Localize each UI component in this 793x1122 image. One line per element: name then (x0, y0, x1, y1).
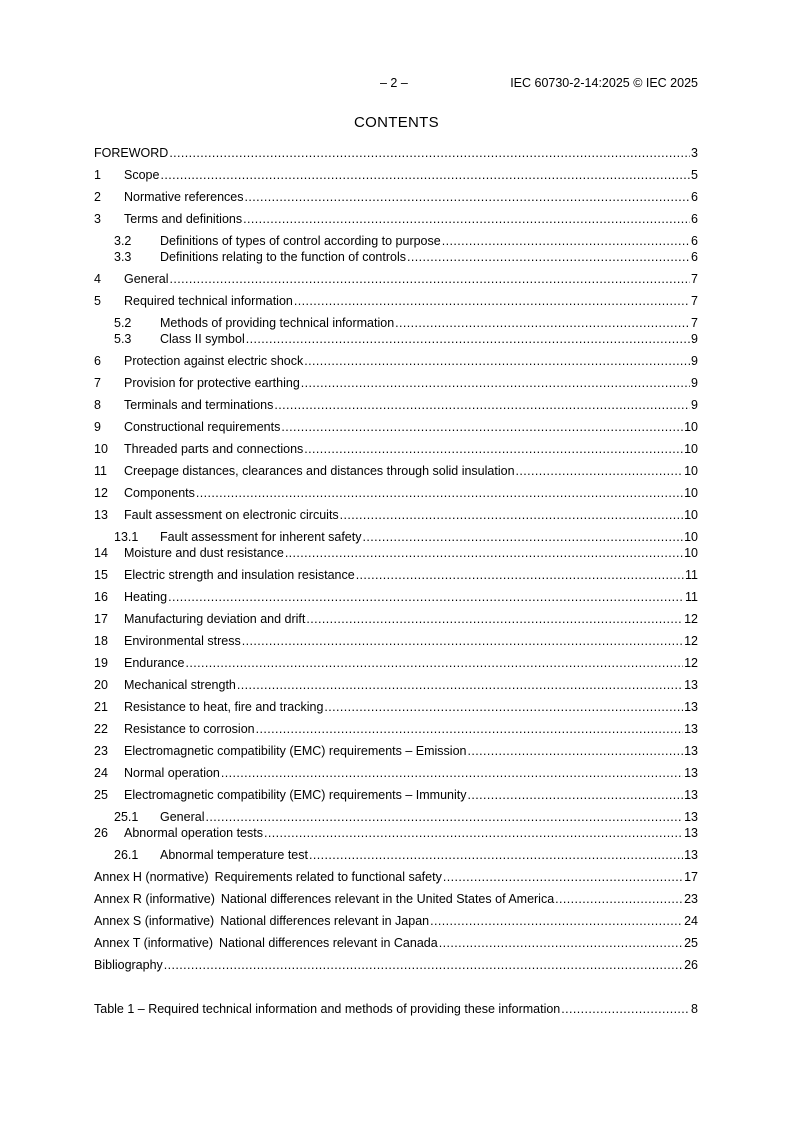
toc-entry-page: 10 (684, 508, 698, 522)
toc-entry-number: 13.1 (114, 530, 139, 544)
dot-leader (442, 233, 690, 249)
toc-entry-title: Normal operation (124, 766, 220, 780)
toc-entry[interactable] (94, 293, 698, 309)
dot-leader (304, 353, 690, 369)
toc-entry[interactable] (94, 441, 698, 457)
toc-entry-page: 26 (684, 958, 698, 972)
dot-leader (245, 189, 691, 205)
dot-leader (439, 935, 683, 951)
dot-leader (324, 699, 683, 715)
dot-leader (169, 271, 690, 287)
toc-entry-page: 13 (684, 678, 698, 692)
toc-entry-title: FOREWORD (94, 146, 169, 160)
toc-entry-page: 17 (684, 870, 698, 884)
toc-entry-title: Requirements related to functional safety (214, 870, 442, 884)
dot-leader (242, 633, 683, 649)
toc-entry[interactable] (94, 375, 698, 391)
page-title: CONTENTS (354, 114, 439, 131)
dot-leader (221, 765, 683, 781)
toc-entry-number: 3 (94, 212, 101, 226)
toc-entry-title: Threaded parts and connections (124, 442, 304, 456)
toc-entry[interactable] (94, 353, 698, 369)
dot-leader (285, 545, 683, 561)
toc-entry-number: 24 (94, 766, 108, 780)
toc-entry-title: Bibliography (94, 958, 163, 972)
toc-entry[interactable] (94, 825, 698, 841)
dot-leader (168, 589, 684, 605)
toc-entry[interactable] (94, 611, 698, 627)
toc-entry[interactable] (114, 847, 698, 863)
toc-entry[interactable] (114, 315, 698, 331)
toc-entry-title: Constructional requirements (124, 420, 281, 434)
dot-leader (196, 485, 683, 501)
toc-entry[interactable] (114, 331, 698, 347)
toc-entry[interactable] (94, 1001, 698, 1017)
annex-designation: Annex T (informative) (94, 936, 214, 950)
toc-entry-title: Required technical information (124, 294, 293, 308)
dot-leader (246, 331, 690, 347)
toc-entry-number: 15 (94, 568, 108, 582)
toc-entry-number: 10 (94, 442, 108, 456)
toc-entry-title: Electromagnetic compatibility (EMC) requirements – Emission (124, 744, 467, 758)
toc-entry-title: Electromagnetic compatibility (EMC) requirements – Immunity (124, 788, 467, 802)
toc-entry-title: Class II symbol (160, 332, 245, 346)
toc-entry-title: Endurance (124, 656, 185, 670)
toc-entry-number: 6 (94, 354, 101, 368)
dot-leader (304, 441, 683, 457)
toc-entry-number: 5.3 (114, 332, 132, 346)
dot-leader (256, 721, 683, 737)
toc-entry-number: 9 (94, 420, 101, 434)
toc-entry-title: Electric strength and insulation resistance (124, 568, 355, 582)
dot-leader (281, 419, 683, 435)
toc-entry-number: 18 (94, 634, 108, 648)
dot-leader (555, 891, 683, 907)
toc-entry-number: 3.2 (114, 234, 132, 248)
toc-entry-number: 2 (94, 190, 101, 204)
toc-entry-page: 10 (684, 442, 698, 456)
toc-entry-number: 1 (94, 168, 101, 182)
toc-entry-number: 25 (94, 788, 108, 802)
toc-entry-title: Normative references (124, 190, 244, 204)
toc-entry-title: Abnormal operation tests (124, 826, 263, 840)
toc-entry-number: 4 (94, 272, 101, 286)
toc-entry-page: 8 (691, 1002, 698, 1016)
page-header (380, 76, 698, 92)
toc-entry[interactable] (94, 765, 698, 781)
toc-entry[interactable] (94, 743, 698, 759)
toc-entry-number: 13 (94, 508, 108, 522)
toc-entry[interactable] (114, 529, 698, 545)
toc-entry[interactable] (94, 271, 698, 287)
dot-leader (274, 397, 690, 413)
toc-entry-page: 13 (684, 700, 698, 714)
toc-entry-title: Terms and definitions (124, 212, 243, 226)
annex-designation: Annex S (informative) (94, 914, 215, 928)
toc-entry-title: Fault assessment on electronic circuits (124, 508, 339, 522)
toc-entry-page: 9 (691, 398, 698, 412)
toc-entry[interactable] (94, 145, 698, 161)
toc-entry-title: Terminals and terminations (124, 398, 274, 412)
toc-entry-page: 13 (684, 722, 698, 736)
toc-entry-title: Heating (124, 590, 168, 604)
toc-entry-number: 21 (94, 700, 108, 714)
toc-entry-page: 6 (691, 212, 698, 226)
toc-entry-page: 12 (684, 612, 698, 626)
dot-leader (243, 211, 690, 227)
toc-entry-page: 10 (684, 464, 698, 478)
toc-entry-number: 17 (94, 612, 108, 626)
toc-entry-number: 7 (94, 376, 101, 390)
toc-entry[interactable] (94, 869, 698, 885)
toc-entry-page: 11 (685, 568, 698, 582)
toc-entry-page: 10 (684, 546, 698, 560)
dot-leader (164, 957, 683, 973)
toc-entry-title: National differences relevant in the United States of America (220, 892, 555, 906)
toc-entry-page: 13 (684, 766, 698, 780)
toc-entry-title: Protection against electric shock (124, 354, 304, 368)
toc-entry-title: Creepage distances, clearances and distances through solid insulation (124, 464, 515, 478)
toc-entry-page: 9 (691, 376, 698, 390)
toc-entry-title: Components (124, 486, 195, 500)
toc-entry-page: 7 (691, 272, 698, 286)
annex-designation: Annex H (normative) (94, 870, 209, 884)
document-id: IEC 60730-2-14:2025 © IEC 2025 (510, 76, 698, 90)
toc-entry[interactable] (94, 655, 698, 671)
toc-entry-number: 3.3 (114, 250, 132, 264)
toc-entry[interactable] (94, 507, 698, 523)
toc-entry-number: 5.2 (114, 316, 132, 330)
annex-designation: Annex R (informative) (94, 892, 215, 906)
toc-entry-title: Table 1 – Required technical information and methods of providing these information (94, 1002, 561, 1016)
dot-leader (185, 655, 683, 671)
toc-entry-title: Resistance to corrosion (124, 722, 255, 736)
toc-entry[interactable] (114, 249, 698, 265)
dot-leader (294, 293, 690, 309)
toc-entry[interactable] (94, 397, 698, 413)
toc-entry-title: National differences relevant in Japan (220, 914, 430, 928)
toc-entry-number: 5 (94, 294, 101, 308)
toc-entry-number: 23 (94, 744, 108, 758)
toc-entry-page: 10 (684, 420, 698, 434)
toc-entry-page: 5 (691, 168, 698, 182)
toc-entry-number: 8 (94, 398, 101, 412)
toc-entry-title: National differences relevant in Canada (219, 936, 438, 950)
dot-leader (516, 463, 684, 479)
toc-entry-title: Environmental stress (124, 634, 241, 648)
toc-entry-title: General (124, 272, 169, 286)
dot-leader (301, 375, 690, 391)
toc-entry-page: 13 (684, 744, 698, 758)
toc-entry[interactable] (94, 463, 698, 479)
toc-entry[interactable] (94, 957, 698, 973)
toc-entry[interactable] (94, 721, 698, 737)
toc-entry[interactable] (94, 167, 698, 183)
toc-entry-page: 7 (691, 294, 698, 308)
toc-entry-number: 16 (94, 590, 108, 604)
toc-entry-page: 9 (691, 332, 698, 346)
dot-leader (237, 677, 683, 693)
toc-entry-page: 13 (684, 848, 698, 862)
toc-entry-page: 13 (684, 826, 698, 840)
dot-leader (309, 847, 683, 863)
dot-leader (160, 167, 690, 183)
dot-leader (561, 1001, 690, 1017)
toc-entry[interactable] (94, 589, 698, 605)
toc-entry-page: 3 (691, 146, 698, 160)
toc-entry-page: 13 (684, 788, 698, 802)
toc-entry-title: Provision for protective earthing (124, 376, 300, 390)
toc-entry[interactable] (94, 567, 698, 583)
toc-entry-page: 25 (684, 936, 698, 950)
dot-leader (407, 249, 690, 265)
toc-entry[interactable] (94, 913, 698, 929)
toc-entry-page: 23 (684, 892, 698, 906)
toc-entry-number: 22 (94, 722, 108, 736)
dot-leader (467, 787, 683, 803)
dot-leader (205, 809, 683, 825)
toc-entry-title: Fault assessment for inherent safety (160, 530, 362, 544)
toc-entry[interactable] (94, 787, 698, 803)
toc-entry-page: 11 (685, 590, 698, 604)
page-number: – 2 – (380, 76, 408, 90)
dot-leader (306, 611, 683, 627)
toc-entry-page: 7 (691, 316, 698, 330)
toc-entry[interactable] (94, 211, 698, 227)
toc-entry-page: 6 (691, 250, 698, 264)
toc-entry-title: Methods of providing technical information (160, 316, 395, 330)
toc-entry-number: 26.1 (114, 848, 139, 862)
toc-entry[interactable] (94, 935, 698, 951)
toc-entry[interactable] (94, 677, 698, 693)
toc-entry-title: Manufacturing deviation and drift (124, 612, 306, 626)
toc-entry[interactable] (94, 699, 698, 715)
toc-entry[interactable] (114, 233, 698, 249)
toc-entry-page: 12 (684, 634, 698, 648)
toc-entry-number: 12 (94, 486, 108, 500)
toc-entry-title: Definitions of types of control according to purpose (160, 234, 441, 248)
toc-entry-number: 26 (94, 826, 108, 840)
toc-entry-page: 9 (691, 354, 698, 368)
toc-entry-page: 6 (691, 234, 698, 248)
toc-entry-title: General (160, 810, 205, 824)
dot-leader (443, 869, 683, 885)
toc-entry-page: 10 (684, 530, 698, 544)
dot-leader (340, 507, 683, 523)
toc-entry-title: Mechanical strength (124, 678, 236, 692)
toc-entry[interactable] (94, 419, 698, 435)
toc-entry[interactable] (94, 633, 698, 649)
toc-entry-title: Definitions relating to the function of controls (160, 250, 406, 264)
toc-entry[interactable] (114, 809, 698, 825)
toc-entry-page: 13 (684, 810, 698, 824)
toc-entry-page: 12 (684, 656, 698, 670)
toc-entry-number: 19 (94, 656, 108, 670)
dot-leader (395, 315, 690, 331)
dot-leader (169, 145, 690, 161)
dot-leader (264, 825, 683, 841)
toc-entry-page: 24 (684, 914, 698, 928)
toc-entry[interactable] (94, 485, 698, 501)
toc-entry-title: Scope (124, 168, 160, 182)
toc-entry-number: 25.1 (114, 810, 139, 824)
toc-entry-number: 11 (94, 464, 107, 478)
dot-leader (467, 743, 683, 759)
toc-entry-number: 20 (94, 678, 108, 692)
toc-entry-title: Moisture and dust resistance (124, 546, 284, 560)
toc-entry-title: Abnormal temperature test (160, 848, 308, 862)
dot-leader (430, 913, 683, 929)
dot-leader (362, 529, 683, 545)
toc-entry[interactable] (94, 891, 698, 907)
dot-leader (356, 567, 684, 583)
toc-entry-number: 14 (94, 546, 108, 560)
toc-entry-page: 6 (691, 190, 698, 204)
toc-entry-page: 10 (684, 486, 698, 500)
toc-entry[interactable] (94, 545, 698, 561)
toc-entry[interactable] (94, 189, 698, 205)
toc-entry-title: Resistance to heat, fire and tracking (124, 700, 324, 714)
